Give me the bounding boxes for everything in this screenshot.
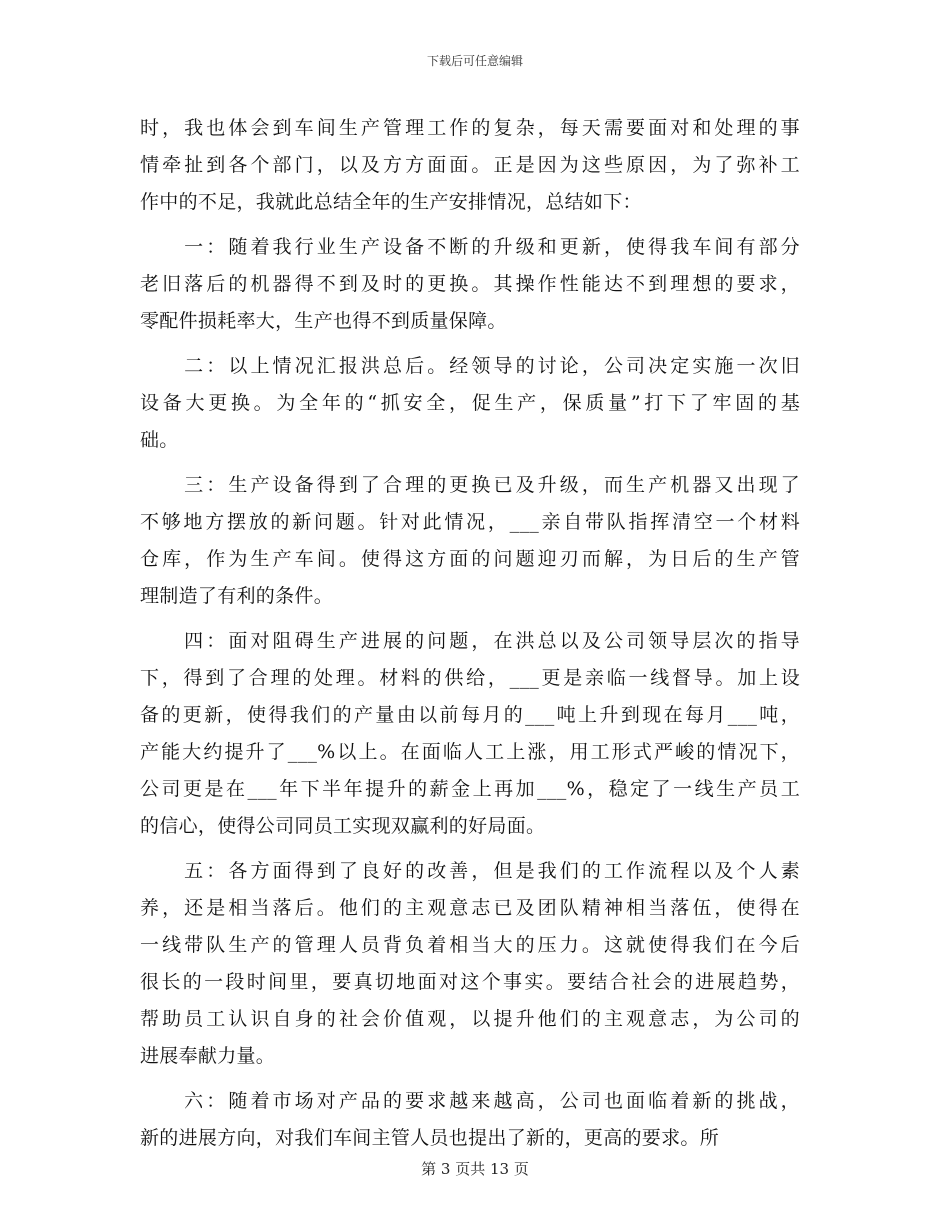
- text-line: 老旧落后的机器得不到及时的更换。其操作性能达不到理想的要求，: [140, 273, 800, 295]
- text-line: 设备大更换。为全年的“抓安全，促生产，保质量”打下了牢固的基: [140, 392, 800, 414]
- paragraph: [140, 853, 800, 1075]
- paragraph-gap: [140, 1075, 800, 1083]
- text-line: 零配件损耗率大，生产也得不到质量保障。: [140, 310, 507, 332]
- paragraph: [140, 623, 800, 845]
- document-body: [140, 110, 800, 1157]
- text-line: 产能大约提升了___%以上。在面临人工上涨，用工形式严峻的情况下，: [140, 741, 800, 763]
- text-line: 不够地方摆放的新问题。针对此情况，___亲自带队指挥清空一个材料: [140, 511, 800, 533]
- paragraph: [140, 1083, 800, 1157]
- text-line: 备的更新，使得我们的产量由以前每月的___吨上升到现在每月___吨，: [140, 704, 800, 726]
- paragraph-gap: [140, 459, 800, 467]
- text-line: 二：以上情况汇报洪总后。经领导的讨论，公司决定实施一次旧: [140, 355, 800, 377]
- text-line: 四：面对阻碍生产进展的问题，在洪总以及公司领导层次的指导: [140, 630, 800, 652]
- text-line: 一线带队生产的管理人员背负着相当大的压力。这就使得我们在今后: [140, 934, 800, 956]
- text-line: 一：随着我行业生产设备不断的升级和更新，使得我车间有部分: [140, 236, 800, 258]
- text-line: 础。: [140, 429, 179, 451]
- text-line: 很长的一段时间里，要真切地面对这个事实。要结合社会的进展趋势，: [140, 971, 800, 993]
- paragraph-gap: [140, 845, 800, 853]
- text-line: 新的进展方向，对我们车间主管人员也提出了新的，更高的要求。所: [140, 1127, 720, 1149]
- text-line: 作中的不足，我就此总结全年的生产安排情况，总结如下：: [140, 191, 642, 213]
- paragraph: [140, 229, 800, 340]
- text-line: 情牵扯到各个部门，以及方方面面。正是因为这些原因，为了弥补工: [140, 154, 800, 176]
- page-footer: 第 3 页共 13 页: [421, 1160, 529, 1178]
- text-line: 五：各方面得到了良好的改善，但是我们的工作流程以及个人素: [140, 860, 800, 882]
- paragraph-gap: [140, 221, 800, 229]
- paragraph-gap: [140, 340, 800, 348]
- text-line: 六：随着市场对产品的要求越来越高，公司也面临着新的挑战，: [140, 1090, 800, 1112]
- text-line: 进展奉献力量。: [140, 1045, 276, 1067]
- paragraph: [140, 110, 800, 221]
- text-line: 的信心，使得公司同员工实现双赢利的好局面。: [140, 815, 546, 837]
- text-line: 理制造了有利的条件。: [140, 585, 334, 607]
- text-line: 时，我也体会到车间生产管理工作的复杂，每天需要面对和处理的事: [140, 117, 800, 139]
- text-line: 下，得到了合理的处理。材料的供给，___更是亲临一线督导。加上设: [140, 667, 800, 689]
- text-line: 帮助员工认识自身的社会价值观，以提升他们的主观意志，为公司的: [140, 1008, 800, 1030]
- text-line: 养，还是相当落后。他们的主观意志已及团队精神相当落伍，使得在: [140, 897, 800, 919]
- paragraph: [140, 348, 800, 459]
- paragraph-gap: [140, 615, 800, 623]
- paragraph: [140, 467, 800, 615]
- page-header: 下载后可任意编辑: [426, 54, 523, 68]
- text-line: 公司更是在___年下半年提升的薪金上再加___%，稳定了一线生产员工: [140, 778, 800, 800]
- text-line: 仓库，作为生产车间。使得这方面的问题迎刃而解，为日后的生产管: [140, 548, 800, 570]
- text-line: 三：生产设备得到了合理的更换已及升级，而生产机器又出现了: [140, 474, 800, 496]
